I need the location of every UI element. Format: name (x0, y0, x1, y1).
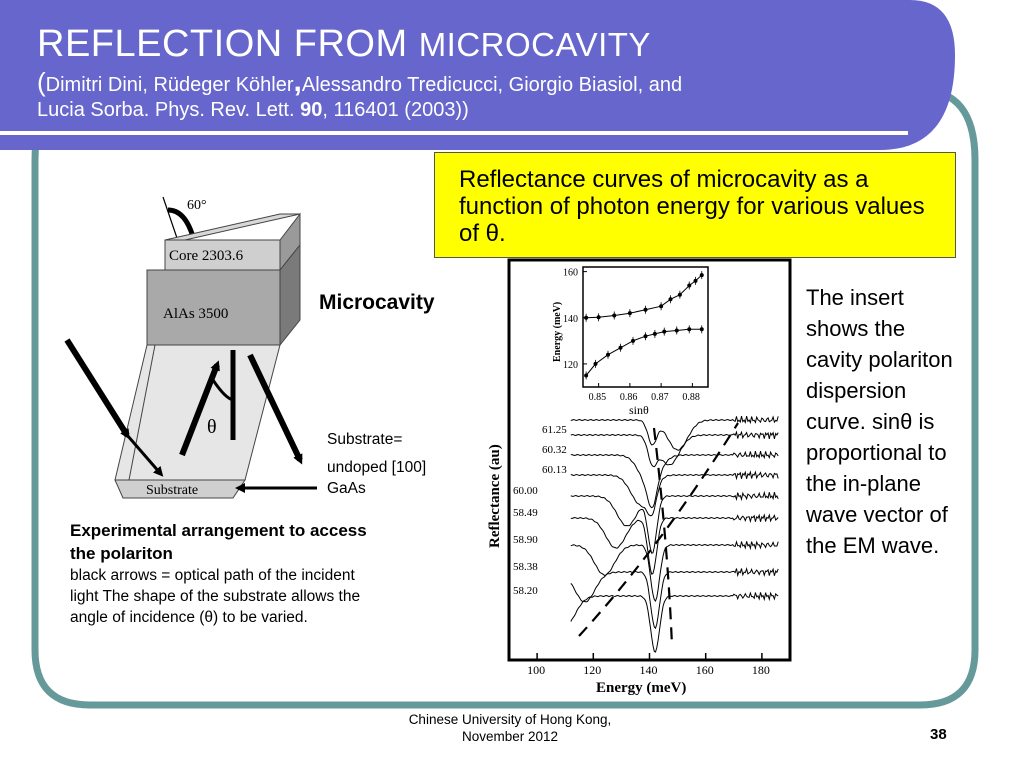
substrate-label: Substrate (146, 483, 199, 498)
substrate-note-line1: Substrate= (327, 431, 403, 448)
dispersion-inset (538, 262, 714, 418)
authors-part1: Dimitri Dini, Rüdeger Köhler (45, 74, 294, 96)
reflectance-description: Reflectance curves of microcavity as a function of photon energy for various values of θ. (459, 166, 925, 247)
authors-part2: Alessandro Tredicucci, Giorgio Biasiol, and (301, 74, 683, 96)
curve-label: 58.90 (513, 534, 538, 546)
citation-suffix: , 116401 (2003)) (322, 99, 469, 121)
curve-label: 60.32 (542, 444, 567, 456)
footer-institution: Chinese University of Hong Kong, (408, 712, 612, 727)
inset-x-tick-label: 0.87 (651, 392, 669, 403)
open-paren: ( (37, 67, 46, 97)
authors-comma: , (293, 65, 302, 98)
inset-x-label: sinθ (629, 403, 649, 417)
core-label: Core 2303.6 (169, 248, 244, 264)
substrate-note-line2: undoped [100] (327, 459, 427, 476)
title-small: MICROCAVITY (418, 26, 651, 63)
caption-heading: Experimental arrangement to access the polariton (70, 521, 367, 563)
citation-prefix: Lucia Sorba. Phys. Rev. Lett. (37, 99, 301, 121)
x-tick-label: 140 (639, 663, 658, 677)
curve-label: 58.49 (513, 507, 538, 519)
title-block (37, 22, 917, 123)
inset-x-tick-label: 0.88 (682, 392, 700, 403)
microcavity-label: Microcavity (319, 291, 435, 314)
inset-x-tick-label: 0.86 (619, 392, 638, 403)
angle-ray (163, 197, 178, 241)
curve-label: 60.13 (542, 464, 567, 476)
experiment-caption (70, 519, 370, 628)
footer-date: November 2012 (461, 729, 559, 744)
substrate-note (327, 426, 426, 503)
inset-y-label: Energy (meV) (552, 301, 563, 362)
x-tick-label: 180 (751, 663, 770, 677)
reflectance-description-box (434, 152, 956, 258)
curve-label: 61.25 (542, 424, 567, 436)
theta-label: θ (207, 416, 217, 438)
inset-x-tick-label: 0.85 (588, 392, 607, 403)
page-number: 38 (930, 726, 947, 743)
incident-arrow (67, 340, 127, 435)
angle-label: 60° (187, 198, 207, 213)
alas-label: AlAs 3500 (163, 306, 229, 322)
experimental-diagram (55, 185, 320, 505)
x-tick-label: 120 (583, 663, 602, 677)
title-main: REFLECTION FROM (37, 23, 408, 65)
insert-description: The insert shows the cavity polariton dispersion curve. sinθ is proportional to the in-plane wave vector of the EM wave. (806, 285, 953, 558)
x-axis-label: Energy (meV) (596, 680, 687, 696)
y-axis-label: Reflectance (au) (487, 444, 503, 548)
citation-volume: 90 (300, 99, 323, 121)
inset-y-tick-label: 120 (563, 359, 578, 371)
caption-body: black arrows = optical path of the incident light The shape of the substrate allows the angle of incidence (θ) to be varied. (70, 567, 361, 626)
curve-label: 60.00 (513, 485, 538, 497)
inset-y-tick-label: 160 (563, 267, 578, 279)
curve-label: 58.20 (513, 585, 538, 597)
substrate-note-line3: GaAs (327, 480, 366, 497)
authors-citation (37, 65, 917, 123)
x-tick-label: 100 (527, 663, 546, 677)
slide-title (37, 22, 917, 67)
curve-label: 58.38 (513, 561, 538, 573)
inset-y-tick-label: 140 (563, 313, 578, 325)
x-tick-label: 160 (695, 663, 714, 677)
footer (360, 711, 660, 745)
